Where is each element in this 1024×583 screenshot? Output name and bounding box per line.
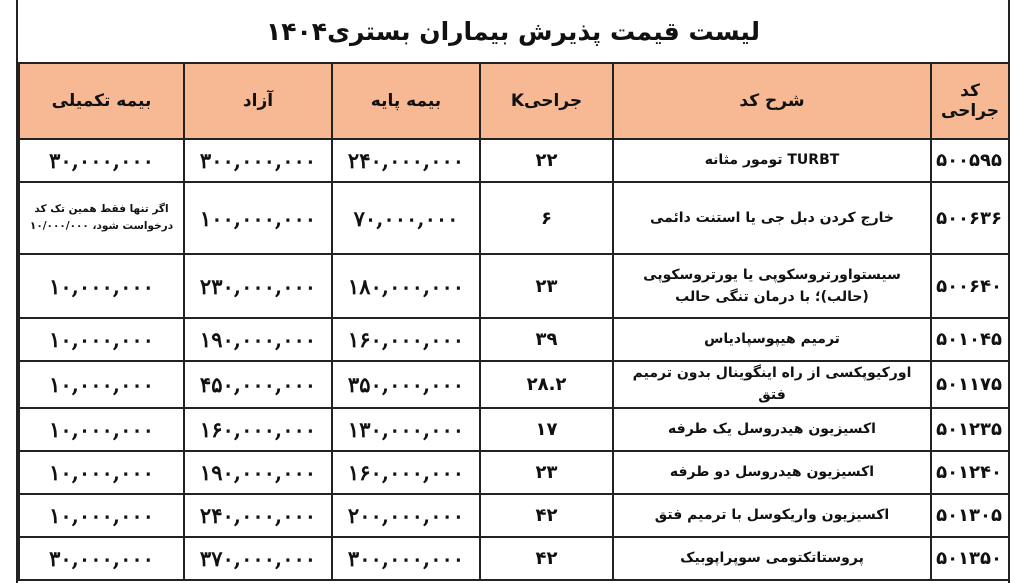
cell-code: ۵۰۱۰۴۵ <box>931 318 1009 361</box>
cell-code: ۵۰۱۳۵۰ <box>931 537 1009 580</box>
cell-k: ۴۲ <box>480 537 613 580</box>
cell-description: سیستواورتروسکوپی یا یورتروسکوپی (حالب)؛ با درمان تنگی حالب <box>613 254 931 318</box>
table-header-row <box>19 63 1009 139</box>
cell-free: ۳۷۰,۰۰۰,۰۰۰ <box>184 537 332 580</box>
table-row <box>19 408 1009 451</box>
cell-basic: ۲۰۰,۰۰۰,۰۰۰ <box>332 494 480 537</box>
cell-basic: ۳۵۰,۰۰۰,۰۰۰ <box>332 361 480 408</box>
cell-description: اکسیزیون هیدروسل دو طرفه <box>613 451 931 494</box>
cell-free: ۱۶۰,۰۰۰,۰۰۰ <box>184 408 332 451</box>
header-code: کد جراحی <box>931 63 1009 139</box>
table-row <box>19 494 1009 537</box>
cell-code: ۵۰۱۲۳۵ <box>931 408 1009 451</box>
header-description: شرح کد <box>613 63 931 139</box>
cell-description: پروستاتکتومی سوپراپوبیک <box>613 537 931 580</box>
table-row <box>19 361 1009 408</box>
cell-basic: ۱۶۰,۰۰۰,۰۰۰ <box>332 318 480 361</box>
cell-supplementary-note: اگر تنها فقط همین تک کد درخواست شود، ۱۰/۰۰۰/۰۰۰ <box>19 182 184 254</box>
cell-k: ۲۲ <box>480 139 613 182</box>
cell-k: ۳۹ <box>480 318 613 361</box>
cell-k: ۱۷ <box>480 408 613 451</box>
header-free: آزاد <box>184 63 332 139</box>
cell-description: ترمیم هیپوسپادیاس <box>613 318 931 361</box>
cell-free: ۱۹۰,۰۰۰,۰۰۰ <box>184 451 332 494</box>
cell-supplementary: ۱۰,۰۰۰,۰۰۰ <box>19 451 184 494</box>
cell-free: ۱۹۰,۰۰۰,۰۰۰ <box>184 318 332 361</box>
cell-basic: ۷۰,۰۰۰,۰۰۰ <box>332 182 480 254</box>
cell-supplementary: ۳۰,۰۰۰,۰۰۰ <box>19 139 184 182</box>
cell-description: اکسیزیون واریکوسل با ترمیم فتق <box>613 494 931 537</box>
cell-free: ۲۴۰,۰۰۰,۰۰۰ <box>184 494 332 537</box>
table-row <box>19 451 1009 494</box>
cell-basic: ۲۴۰,۰۰۰,۰۰۰ <box>332 139 480 182</box>
cell-code: ۵۰۱۳۰۵ <box>931 494 1009 537</box>
cell-free: ۲۳۰,۰۰۰,۰۰۰ <box>184 254 332 318</box>
table-row <box>19 318 1009 361</box>
cell-basic: ۳۰۰,۰۰۰,۰۰۰ <box>332 537 480 580</box>
cell-k: ۴۲ <box>480 494 613 537</box>
cell-description: اورکیوپکسی از راه اینگوینال بدون ترمیم فتق <box>613 361 931 408</box>
cell-supplementary: ۱۰,۰۰۰,۰۰۰ <box>19 254 184 318</box>
table-row <box>19 537 1009 580</box>
cell-free: ۴۵۰,۰۰۰,۰۰۰ <box>184 361 332 408</box>
cell-k: ۶ <box>480 182 613 254</box>
table-row <box>19 182 1009 254</box>
cell-supplementary: ۱۰,۰۰۰,۰۰۰ <box>19 318 184 361</box>
cell-code: ۵۰۱۱۷۵ <box>931 361 1009 408</box>
cell-k: ۲۸.۲ <box>480 361 613 408</box>
cell-basic: ۱۶۰,۰۰۰,۰۰۰ <box>332 451 480 494</box>
cell-supplementary: ۱۰,۰۰۰,۰۰۰ <box>19 408 184 451</box>
header-k: جراحیK <box>480 63 613 139</box>
cell-supplementary: ۳۰,۰۰۰,۰۰۰ <box>19 537 184 580</box>
header-supplementary-insurance: بیمه تکمیلی <box>19 63 184 139</box>
cell-k: ۲۳ <box>480 451 613 494</box>
cell-description: خارج کردن دبل جی یا استنت دائمی <box>613 182 931 254</box>
price-list-sheet <box>16 0 1010 583</box>
cell-free: ۳۰۰,۰۰۰,۰۰۰ <box>184 139 332 182</box>
table-row <box>19 254 1009 318</box>
cell-code: ۵۰۰۵۹۵ <box>931 139 1009 182</box>
cell-description: TURBT تومور مثانه <box>613 139 931 182</box>
cell-supplementary: ۱۰,۰۰۰,۰۰۰ <box>19 361 184 408</box>
cell-description: اکسیزیون هیدروسل یک طرفه <box>613 408 931 451</box>
cell-basic: ۱۳۰,۰۰۰,۰۰۰ <box>332 408 480 451</box>
cell-code: ۵۰۰۶۴۰ <box>931 254 1009 318</box>
cell-code: ۵۰۰۶۳۶ <box>931 182 1009 254</box>
page-title: لیست قیمت پذیرش بیماران بستری۱۴۰۴ <box>266 16 760 46</box>
header-basic-insurance: بیمه پایه <box>332 63 480 139</box>
cell-k: ۲۳ <box>480 254 613 318</box>
price-table <box>18 62 1010 581</box>
cell-free: ۱۰۰,۰۰۰,۰۰۰ <box>184 182 332 254</box>
table-row <box>19 139 1009 182</box>
cell-supplementary: ۱۰,۰۰۰,۰۰۰ <box>19 494 184 537</box>
cell-basic: ۱۸۰,۰۰۰,۰۰۰ <box>332 254 480 318</box>
cell-code: ۵۰۱۲۴۰ <box>931 451 1009 494</box>
